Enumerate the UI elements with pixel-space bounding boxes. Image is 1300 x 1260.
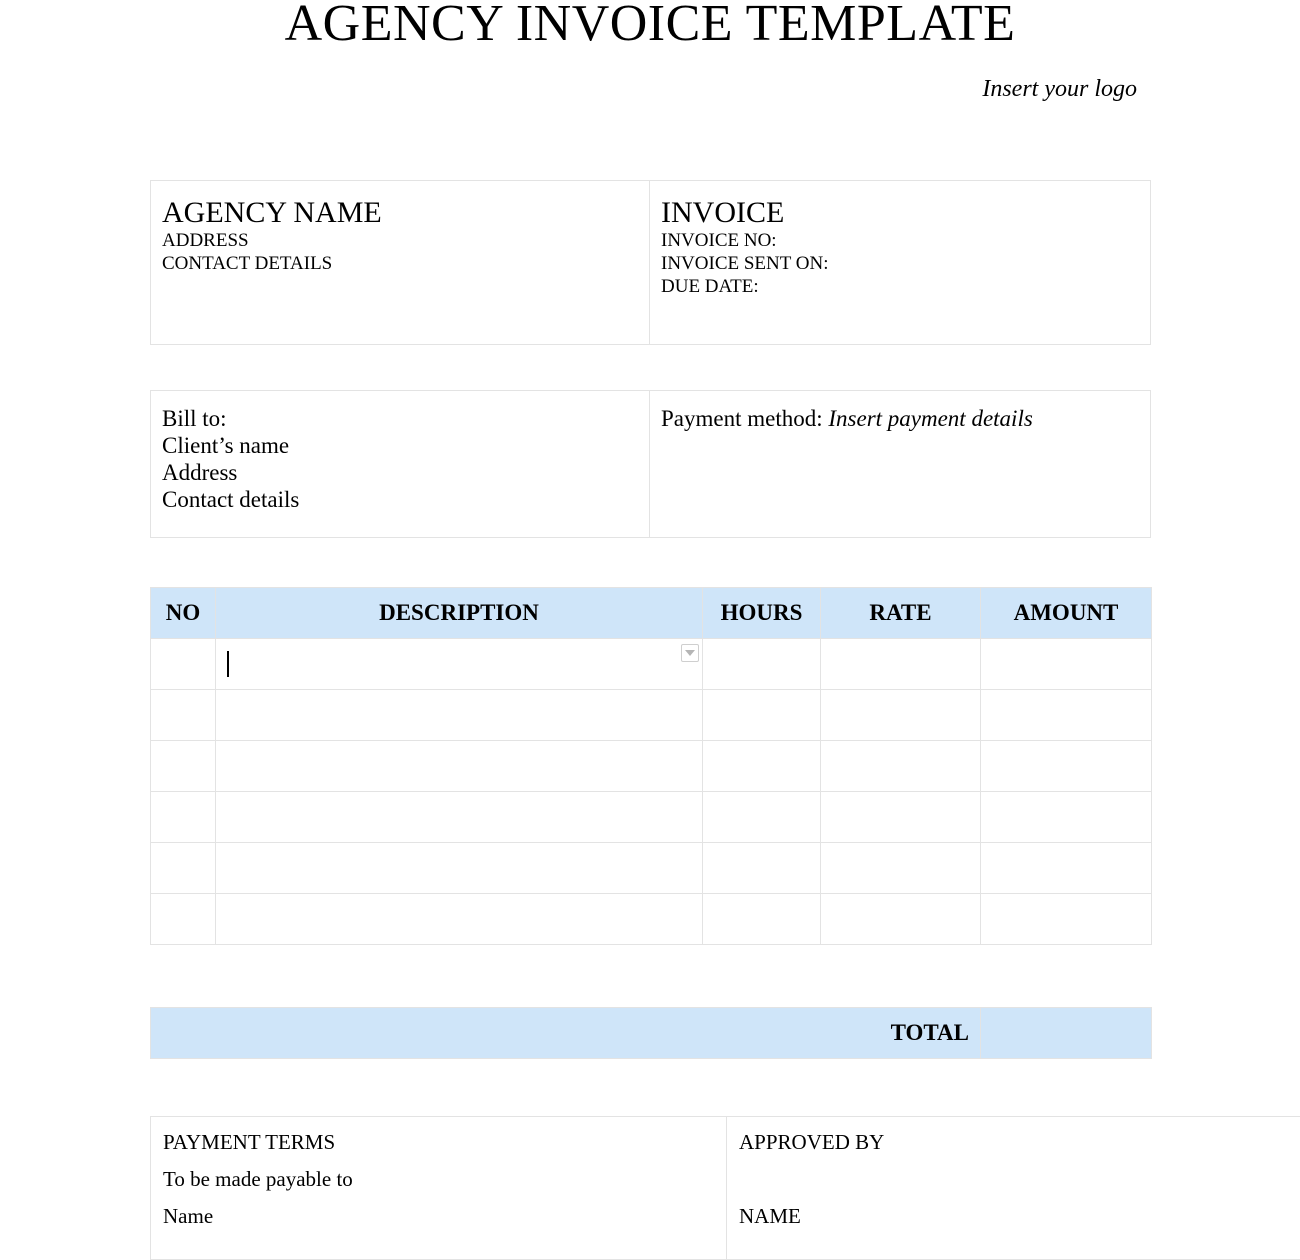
cell-hours[interactable] xyxy=(703,843,821,894)
payee-name: Name xyxy=(163,1203,714,1240)
bill-to-label: Bill to: xyxy=(162,405,638,432)
col-header-description: DESCRIPTION xyxy=(216,588,703,639)
line-items-table xyxy=(150,587,1152,945)
cell-rate[interactable] xyxy=(821,792,981,843)
payment-method-label: Payment method: xyxy=(661,406,828,431)
cell-no[interactable] xyxy=(151,639,216,690)
agency-contact: CONTACT DETAILS xyxy=(162,252,638,275)
header-info-table xyxy=(150,180,1151,345)
cell-dropdown-button[interactable] xyxy=(681,644,699,662)
cell-amount[interactable] xyxy=(981,741,1152,792)
terms-table xyxy=(150,1116,1300,1260)
total-label: TOTAL xyxy=(151,1008,981,1059)
payable-to-text: To be made payable to xyxy=(163,1166,714,1203)
cell-no[interactable] xyxy=(151,741,216,792)
table-row xyxy=(151,792,1152,843)
approver-name: NAME xyxy=(739,1203,1298,1240)
table-row xyxy=(151,690,1152,741)
table-row xyxy=(151,639,1152,690)
cell-no[interactable] xyxy=(151,894,216,945)
approved-by-heading: APPROVED BY xyxy=(739,1129,1298,1166)
agency-name: AGENCY NAME xyxy=(162,197,638,229)
logo-placeholder[interactable]: Insert your logo xyxy=(900,74,1137,104)
cell-rate[interactable] xyxy=(821,894,981,945)
col-header-rate: RATE xyxy=(821,588,981,639)
cell-rate[interactable] xyxy=(821,843,981,894)
cell-no[interactable] xyxy=(151,843,216,894)
agency-cell[interactable] xyxy=(151,181,650,345)
cell-rate[interactable] xyxy=(821,690,981,741)
total-value[interactable] xyxy=(981,1008,1152,1059)
cell-no[interactable] xyxy=(151,690,216,741)
cell-amount[interactable] xyxy=(981,690,1152,741)
cell-description[interactable] xyxy=(216,792,703,843)
cell-hours[interactable] xyxy=(703,639,821,690)
cell-no[interactable] xyxy=(151,792,216,843)
table-row xyxy=(151,894,1152,945)
agency-address: ADDRESS xyxy=(162,229,638,252)
payment-terms-cell[interactable] xyxy=(151,1117,727,1260)
col-header-no: NO xyxy=(151,588,216,639)
text-cursor xyxy=(227,651,229,677)
bill-to-cell[interactable] xyxy=(151,391,650,538)
cell-description[interactable] xyxy=(216,894,703,945)
payment-terms-heading: PAYMENT TERMS xyxy=(163,1129,714,1166)
invoice-number-label: INVOICE NO: xyxy=(661,229,1139,252)
approved-by-cell[interactable] xyxy=(727,1117,1300,1260)
cell-amount[interactable] xyxy=(981,639,1152,690)
client-name: Client’s name xyxy=(162,432,638,459)
bill-to-table xyxy=(150,390,1151,538)
cell-hours[interactable] xyxy=(703,741,821,792)
table-row xyxy=(151,741,1152,792)
table-row xyxy=(151,843,1152,894)
col-header-amount: AMOUNT xyxy=(981,588,1152,639)
cell-description[interactable] xyxy=(216,690,703,741)
client-contact: Contact details xyxy=(162,486,638,513)
payment-details-placeholder: Insert payment details xyxy=(828,406,1032,431)
cell-hours[interactable] xyxy=(703,690,821,741)
cell-description[interactable] xyxy=(216,843,703,894)
cell-hours[interactable] xyxy=(703,792,821,843)
client-address: Address xyxy=(162,459,638,486)
cell-rate[interactable] xyxy=(821,741,981,792)
cell-amount[interactable] xyxy=(981,843,1152,894)
cell-description[interactable] xyxy=(216,741,703,792)
cell-amount[interactable] xyxy=(981,792,1152,843)
chevron-down-icon xyxy=(685,650,695,656)
cell-hours[interactable] xyxy=(703,894,821,945)
invoice-sent-label: INVOICE SENT ON: xyxy=(661,252,1139,275)
invoice-cell[interactable] xyxy=(650,181,1151,345)
cell-description[interactable] xyxy=(216,639,703,690)
cell-amount[interactable] xyxy=(981,894,1152,945)
cell-rate[interactable] xyxy=(821,639,981,690)
approval-spacer xyxy=(739,1166,1298,1203)
document-title: AGENCY INVOICE TEMPLATE xyxy=(0,0,1300,54)
invoice-due-label: DUE DATE: xyxy=(661,275,1139,298)
items-header-row xyxy=(151,588,1152,639)
invoice-heading: INVOICE xyxy=(661,197,1139,229)
col-header-hours: HOURS xyxy=(703,588,821,639)
total-table xyxy=(150,1007,1152,1059)
payment-method-cell[interactable] xyxy=(650,391,1151,538)
